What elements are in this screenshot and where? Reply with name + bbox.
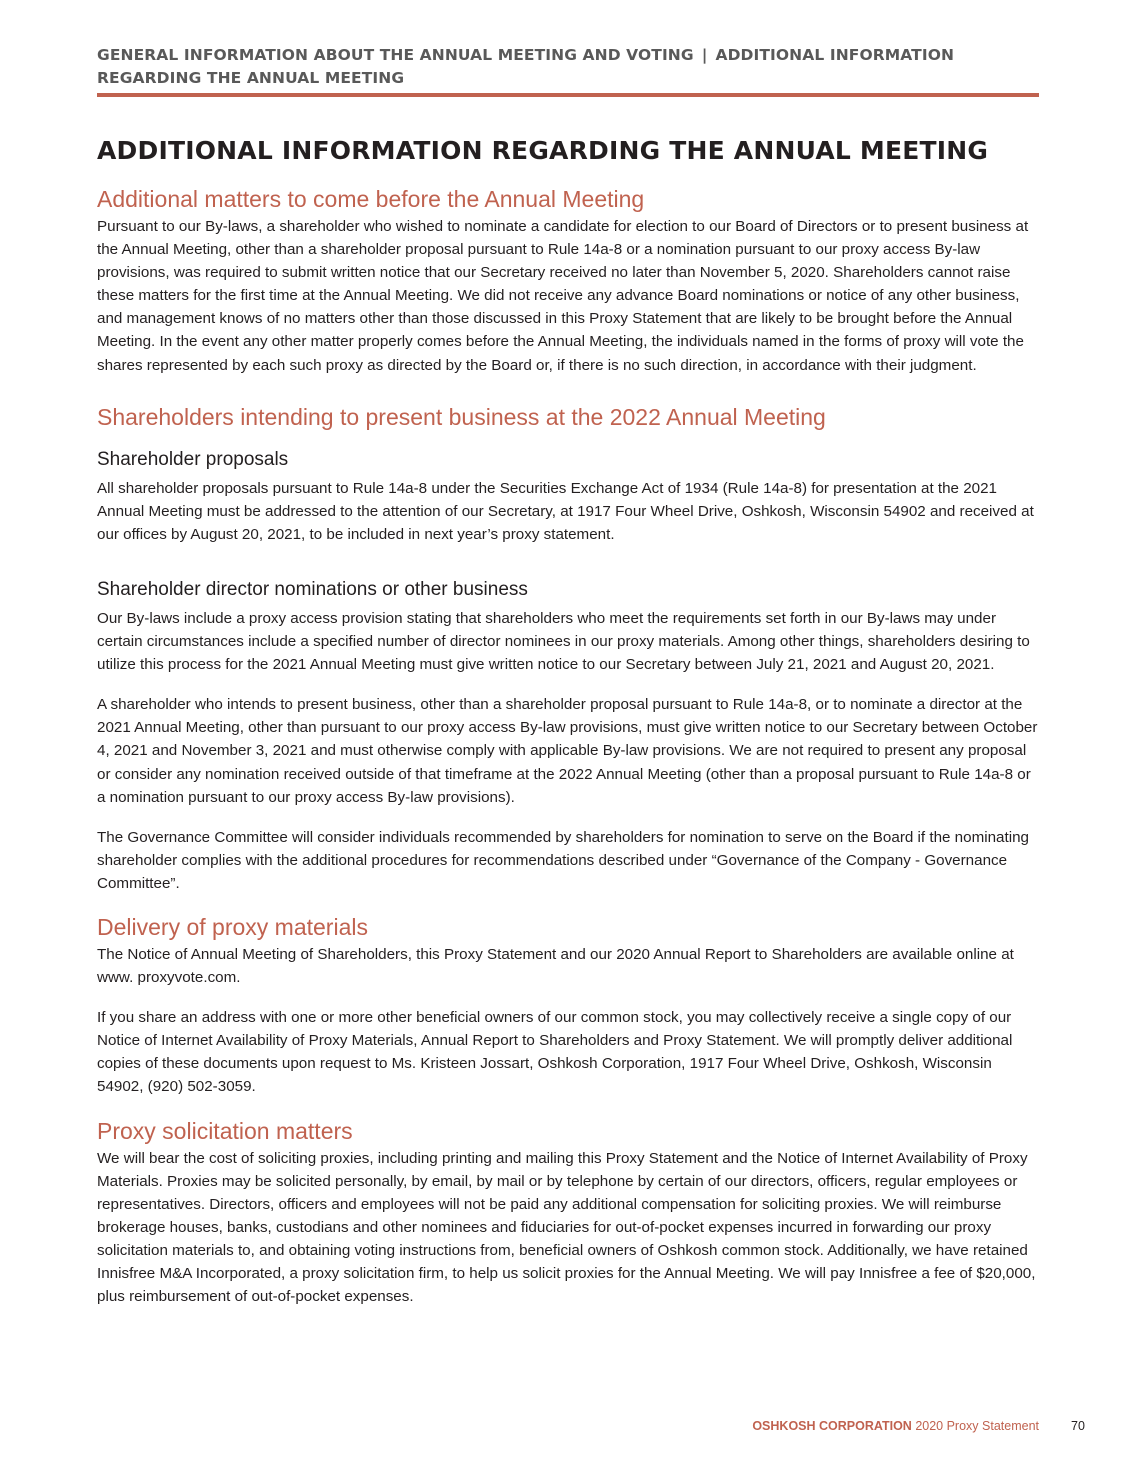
section-heading: Proxy solicitation matters — [97, 1117, 353, 1144]
section-paragraph: If you share an address with one or more other beneficial owners of our common stock, you may collectively receive a single copy of our Notice of Internet Availability of Proxy Materials, Annual Report to Shareholders and Proxy Statement. We will promptly deliver additional copies of these documents upon request to Ms. Kristeen Jossart, Oshkosh Corporation, 1917 Four Wheel Drive, Oshkosh, Wisconsin 54902, (920) 502-3059. — [97, 1009, 1013, 1096]
footer-document-label — [752, 1417, 1039, 1435]
section-heading: Shareholders intending to present business at the 2022 Annual Meeting — [97, 403, 826, 430]
subsection-director-nominations — [97, 577, 1039, 895]
section-heading: Additional matters to come before the Annual Meeting — [97, 186, 645, 212]
header-divider — [97, 93, 1039, 97]
subsection-paragraph: A shareholder who intends to present business, other than a shareholder proposal pursuant to Rule 14a-8, or to nominate a director at the 2021 Annual Meeting, other than pursuant to our proxy access By-law provisions, must give written notice to our Secretary between October 4, 2021 and November 3, 2021 and must otherwise comply with applicable By-law provisions. We are not required to present any proposal or consider any nomination received outside of that timeframe at the 2022 Annual Meeting (other than a proposal pursuant to Rule 14a-8 or a nomination pursuant to our proxy access By-law provisions). — [97, 696, 1038, 806]
subsection-paragraph: All shareholder proposals pursuant to Rule 14a-8 under the Securities Exchange Act of 1934 (Rule 14a-8) for presentation at the 2021 Annual Meeting must be addressed to the attention of our Secretary, at 1917 Four Wheel Drive, Oshkosh, Wisconsin 54902 and received at our offices by August 20, 2021, to be included in next year’s proxy statement. — [97, 479, 1034, 543]
section-paragraph: The Notice of Annual Meeting of Shareholders, this Proxy Statement and our 2020 Annual Report to Shareholders are available online at www. proxyvote.com. — [97, 945, 1014, 987]
subsection-paragraph: The Governance Committee will consider individuals recommended by shareholders for nomination to serve on the Board if the nominating shareholder complies with the additional procedures for recommendations described under “Governance of the Company - Governance Committee”. — [97, 828, 1029, 892]
page-number: 70 — [1071, 1419, 1085, 1433]
page-title: ADDITIONAL INFORMATION REGARDING THE ANNUAL MEETING — [97, 136, 989, 165]
subsection-shareholder-proposals — [97, 447, 1039, 546]
header-separator: | — [701, 46, 708, 64]
header-subsection-label: ADDITIONAL INFORMATION REGARDING THE ANNUAL MEETING — [97, 46, 955, 87]
section-paragraph: Pursuant to our By-laws, a shareholder who wished to nominate a candidate for election to our Board of Directors or to present business at the Annual Meeting, other than a shareholder proposal pursuant to Rule 14a-8 or a nomination pursuant to our proxy access By-law provisions, was required to submit written notice that our Secretary received no later than November 5, 2020. Shareholders cannot raise these matters for the first time at the Annual Meeting. We did not receive any advance Board nominations or notice of any other business, and management knows of no matters other than those discussed in this Proxy Statement that are likely to be brought before the Annual Meeting. In the event any other matter properly comes before the Annual Meeting, the individuals named in the forms of proxy will vote the shares represented by each such proxy as directed by the Board or, if there is no such direction, in accordance with their judgment. — [97, 218, 1029, 374]
section-paragraph: We will bear the cost of soliciting proxies, including printing and mailing this Proxy Statement and the Notice of Internet Availability of Proxy Materials. Proxies may be solicited personally, by email, by mail or by telephone by certain of our directors, officers, regular employees or representatives. Directors, officers and employees will not be paid any additional compensation for soliciting proxies. We will reimburse brokerage houses, banks, custodians and other nominees and fiduciaries for out-of-pocket expenses incurred in forwarding our proxy solicitation materials to, and obtaining voting instructions from, beneficial owners of Oshkosh common stock. Additionally, we have retained Innisfree M&A Incorporated, a proxy solicitation firm, to help us solicit proxies for the Annual Meeting. We will pay Innisfree a fee of $20,000, plus reimbursement of out-of-pocket expenses. — [97, 1149, 1036, 1306]
section-shareholder-business — [97, 403, 1039, 895]
subsection-heading: Shareholder director nominations or other business — [97, 578, 528, 600]
header-section-label: GENERAL INFORMATION ABOUT THE ANNUAL MEETING AND VOTING — [97, 46, 694, 64]
footer-document-name: 2020 Proxy Statement — [915, 1419, 1039, 1433]
section-proxy-solicitation — [97, 1117, 1039, 1309]
running-header — [97, 44, 1039, 90]
section-heading: Delivery of proxy materials — [97, 913, 368, 940]
section-additional-matters — [97, 185, 1039, 377]
subsection-heading: Shareholder proposals — [97, 448, 289, 470]
section-delivery-proxy-materials — [97, 913, 1039, 1099]
footer-company-name: OSHKOSH CORPORATION — [752, 1419, 912, 1433]
subsection-paragraph: Our By-laws include a proxy access provision stating that shareholders who meet the requirements set forth in our By-laws may under certain circumstances include a specified number of director nominees in our proxy materials. Among other things, shareholders desiring to utilize this process for the 2021 Annual Meeting must give written notice to our Secretary between July 21, 2021 and August 20, 2021. — [97, 609, 1030, 674]
main-content — [97, 135, 1039, 1308]
